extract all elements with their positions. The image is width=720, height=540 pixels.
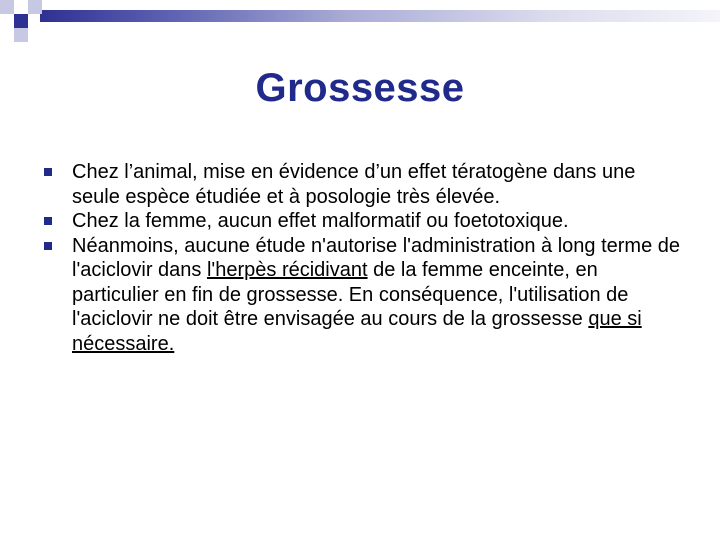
bullet-text: Chez la femme, aucun effet malformatif ou foetotoxique. (72, 210, 569, 232)
header-decoration (0, 0, 720, 48)
bullet-text-part: de la femme enceinte, en particulier en fin de grossesse. En conséquence, l'utilisation de l'aciclovir ne doit être envisagée au cours de la grossesse (72, 259, 629, 330)
decor-square (0, 0, 14, 14)
square-bullet-icon (44, 242, 52, 250)
decor-square (28, 14, 40, 28)
bullet-list (44, 160, 684, 356)
bullet-text: Chez l’animal, mise en évidence d’un effet tératogène dans une seule espèce étudiée et à posologie très élevée. (72, 161, 636, 208)
square-bullet-icon (44, 217, 52, 225)
decor-square (14, 14, 28, 28)
square-bullet-icon (44, 168, 52, 176)
bullet-item-femme (44, 209, 684, 234)
bullet-item-neanmoins (44, 234, 684, 357)
decor-square (28, 0, 42, 14)
decor-square (14, 0, 28, 14)
gradient-bar (40, 10, 720, 22)
bullet-text-part: Néanmoins, aucune étude n'autorise l'administration à long terme de l'aciclovir dans (72, 234, 680, 281)
decor-square (0, 14, 14, 28)
bullet-item-animal (44, 160, 684, 209)
slide-title: Grossesse (255, 66, 465, 110)
decor-square (0, 28, 14, 42)
decor-square (14, 28, 28, 42)
underlined-text: que si nécessaire. (72, 308, 642, 355)
underlined-text: l'herpès récidivant (206, 259, 368, 281)
